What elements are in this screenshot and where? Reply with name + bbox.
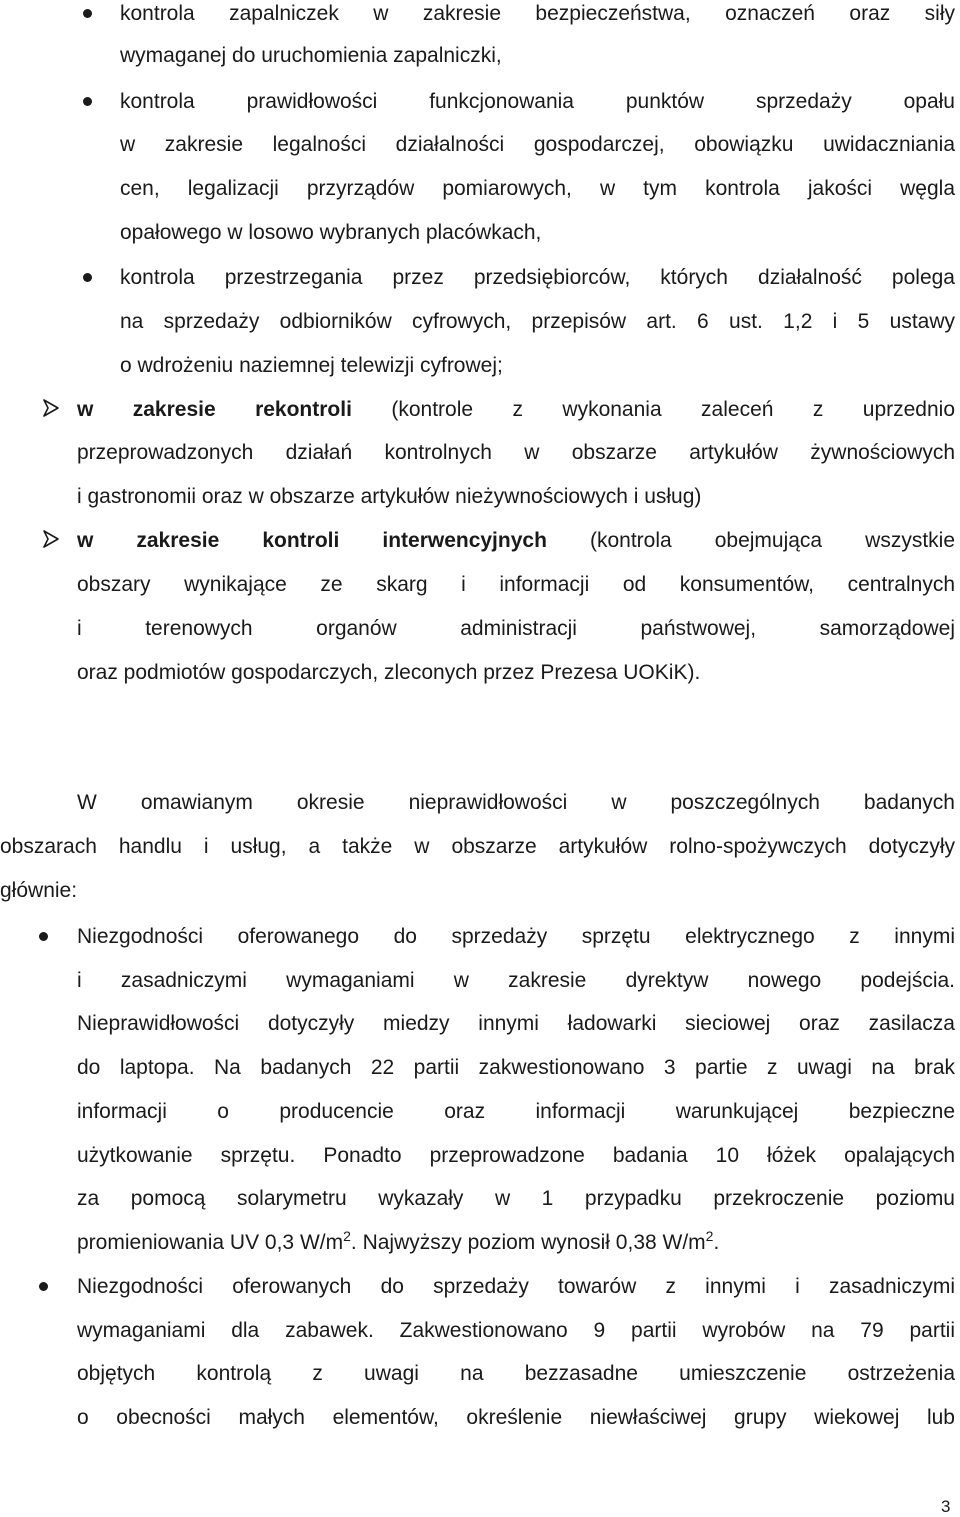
lower-bullet-1-marker bbox=[39, 932, 48, 941]
lower-1-line-7: za pomocą solarymetru wykazały w 1 przypadku przekroczenie poziomu bbox=[77, 1187, 955, 1210]
arrow-2-bold: w zakresie kontroli interwencyjnych bbox=[77, 529, 547, 552]
lower-2-line-2: wymaganiami dla zabawek. Zakwestionowano 9 partii wyrobów na 79 partii bbox=[77, 1319, 955, 1342]
arrow-1-bold: w zakresie rekontroli bbox=[77, 398, 352, 421]
lower-2-line-3: objętych kontrolą z uwagi na bezzasadne umieszczenie ostrzeżenia bbox=[77, 1362, 955, 1385]
bullet-2-line-1: kontrola prawidłowości funkcjonowania punktów sprzedaży opału bbox=[120, 90, 955, 113]
unit-superscript: 2 bbox=[705, 1228, 714, 1244]
lower-2-line-1: Niezgodności oferowanych do sprzedaży towarów z innymi i zasadniczymi bbox=[77, 1275, 955, 1298]
lower-bullet-2-marker bbox=[39, 1282, 48, 1291]
arrow-1-rest: (kontrole z wykonania zaleceń z uprzednio bbox=[391, 398, 955, 421]
lower-1-line-8 bbox=[77, 1229, 719, 1257]
bullet-3-marker bbox=[83, 273, 92, 282]
arrow-2-rest: (kontrola obejmująca wszystkie bbox=[589, 529, 955, 552]
bullet-3-line-3: o wdrożeniu naziemnej telewizji cyfrowej; bbox=[120, 354, 503, 377]
arrow-2-line-2: obszary wynikające ze skarg i informacji od konsumentów, centralnych bbox=[77, 573, 955, 596]
lower-1-line-5: informacji o producencie oraz informacji warunkującej bezpieczne bbox=[77, 1100, 955, 1123]
bullet-1-line-2: wymaganej do uruchomienia zapalniczki, bbox=[120, 44, 502, 67]
paragraph-line-3: głównie: bbox=[0, 879, 78, 902]
bullet-1-line-1: kontrola zapalniczek w zakresie bezpieczeństwa, oznaczeń oraz siły bbox=[120, 2, 955, 25]
paragraph-line-1: W omawianym okresie nieprawidłowości w poszczególnych badanych bbox=[77, 791, 955, 814]
lower-1-line-2: i zasadniczymi wymaganiami w zakresie dyrektyw nowego podejścia. bbox=[77, 969, 955, 992]
arrow-bullet-1-icon bbox=[41, 398, 61, 418]
paragraph-line-2: obszarach handlu i usług, a także w obszarze artykułów rolno-spożywczych dotyczyły bbox=[0, 835, 955, 858]
arrow-2-line-3: i terenowych organów administracji państwowej, samorządowej bbox=[77, 617, 955, 640]
bullet-2-line-3: cen, legalizacji przyrządów pomiarowych, w tym kontrola jakości węgla bbox=[120, 177, 955, 200]
arrow-2-line-4: oraz podmiotów gospodarczych, zleconych przez Prezesa UOKiK). bbox=[77, 661, 701, 684]
bullet-3-line-1: kontrola przestrzegania przez przedsiębiorców, których działalność polega bbox=[120, 266, 955, 289]
bullet-1-marker bbox=[83, 9, 92, 18]
unit-superscript: 2 bbox=[343, 1228, 351, 1244]
bullet-2-marker bbox=[83, 97, 92, 106]
uv-text-c: . bbox=[713, 1231, 720, 1254]
arrow-1-line-1 bbox=[77, 396, 955, 424]
uv-text-a: promieniowania UV 0,3 W/m bbox=[77, 1231, 344, 1254]
bullet-2-line-2: w zakresie legalności działalności gospodarczej, obowiązku uwidaczniania bbox=[120, 133, 955, 156]
arrow-bullet-2-icon bbox=[41, 529, 61, 549]
lower-1-line-1: Niezgodności oferowanego do sprzedaży sprzętu elektrycznego z innymi bbox=[77, 925, 955, 948]
arrow-2-line-1 bbox=[77, 527, 955, 555]
lower-1-line-4: do laptopa. Na badanych 22 partii zakwestionowano 3 partie z uwagi na brak bbox=[77, 1056, 955, 1079]
uv-text-b: . Najwyższy poziom wynosił 0,38 W/m bbox=[350, 1231, 706, 1254]
bullet-3-line-2: na sprzedaży odbiorników cyfrowych, przepisów art. 6 ust. 1,2 i 5 ustawy bbox=[120, 310, 955, 333]
page-number: 3 bbox=[941, 1497, 951, 1516]
lower-2-line-4: o obecności małych elementów, określenie niewłaściwej grupy wiekowej lub bbox=[77, 1406, 955, 1429]
lower-1-line-6: użytkowanie sprzętu. Ponadto przeprowadzone badania 10 łóżek opalających bbox=[77, 1144, 955, 1167]
arrow-1-line-2: przeprowadzonych działań kontrolnych w obszarze artykułów żywnościowych bbox=[77, 441, 955, 464]
arrow-1-line-3: i gastronomii oraz w obszarze artykułów nieżywnościowych i usług) bbox=[77, 485, 702, 508]
bullet-2-line-4: opałowego w losowo wybranych placówkach, bbox=[120, 221, 542, 244]
lower-1-line-3: Nieprawidłowości dotyczyły miedzy innymi ładowarki sieciowej oraz zasilacza bbox=[77, 1012, 955, 1035]
